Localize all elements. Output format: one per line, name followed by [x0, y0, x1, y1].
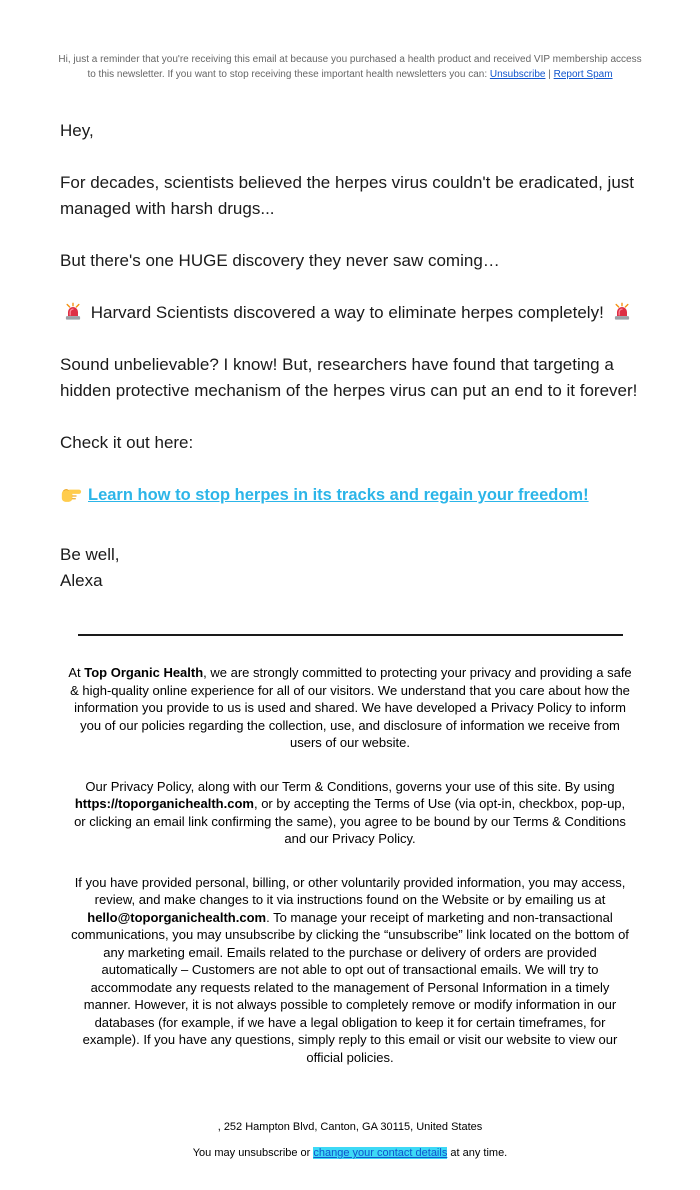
unsubscribe-line-suffix: at any time.	[447, 1147, 508, 1159]
para-alert	[60, 300, 640, 326]
privacy-intro-paragraph	[68, 664, 633, 752]
pointing-finger-icon	[60, 483, 82, 505]
cta-line	[60, 482, 640, 508]
contact-email: hello@toporganichealth.com	[87, 909, 267, 925]
para-decades: For decades, scientists believed the herpes virus couldn't be eradicated, just managed with harsh drugs...	[60, 173, 635, 218]
cta-link[interactable]: Learn how to stop herpes in its tracks and regain your freedom!	[88, 486, 589, 504]
unsubscribe-line-prefix: You may unsubscribe or	[192, 1147, 314, 1159]
policy-paragraph	[68, 778, 633, 848]
privacy-intro-prefix: At	[68, 665, 85, 680]
footer	[68, 664, 633, 1160]
data-para-rest: . To manage your receipt of marketing and non-transactional communications, you may unsubscribe by clicking the “unsubscribe” link located on the bottom of any marketing email. Emails related to the purchase or delivery of orders are provided automatically – Customers are not able to opt out of transactional emails. We will try to accommodate any requests related to the management of Personal Information in a timely manner. However, it is not always possible to completely remove or modify information in our databases (for example, if we have a legal obligation to keep it for certain timeframes, for example). If you have any questions, simply reply to this email or visit our website to view our official policies.	[71, 909, 629, 1065]
policy-para-rest: , or by accepting the Terms of Use (via opt-in, checkbox, pop-up, or clicking an email link confirming the same), you agree to be bound by our Terms & Conditions and our Privacy Policy.	[74, 796, 626, 846]
para-check: Check it out here:	[60, 433, 194, 452]
change-contact-details-link[interactable]: change your contact details	[313, 1147, 448, 1159]
siren-icon	[63, 302, 83, 322]
preheader-separator: |	[545, 69, 554, 80]
postal-address: , 252 Hampton Blvd, Canton, GA 30115, United States	[217, 1121, 483, 1133]
para-discovery: But there's one HUGE discovery they never saw coming…	[60, 251, 500, 270]
signoff-line2: Alexa	[60, 571, 103, 590]
alert-text: Harvard Scientists discovered a way to eliminate herpes completely!	[90, 303, 604, 322]
data-paragraph	[68, 874, 633, 1067]
site-url: https://toporganichealth.com	[74, 796, 254, 811]
signoff	[60, 542, 640, 594]
data-para-prefix: If you have provided personal, billing, or other voluntarily provided information, you may access, review, and make changes to it via instructions found on the Website or by emailing us at	[74, 874, 626, 907]
greeting: Hey,	[60, 121, 94, 140]
siren-icon	[612, 302, 632, 322]
unsubscribe-line	[68, 1146, 633, 1160]
brand-name: Top Organic Health	[84, 665, 204, 680]
privacy-intro-rest: , we are strongly committed to protecting your privacy and providing a safe & high-quality online experience for all of our visitors. We understand that you care about how the information you provide to us is used and shared. We have developed a Privacy Policy to inform you of our policies regarding the collection, use, and disclosure of information we receive from users of our website.	[70, 665, 632, 750]
report-spam-link[interactable]: Report Spam	[553, 69, 613, 80]
preheader-text: Hi, just a reminder that you're receiving this email at because you purchased a health product and received VIP membership access to this newsletter. If you want to stop receiving these important health newsletters you can:	[58, 54, 642, 80]
unsubscribe-link[interactable]: Unsubscribe	[489, 69, 546, 80]
preheader	[56, 0, 644, 82]
policy-para-prefix: Our Privacy Policy, along with our Term & Conditions, governs your use of this site. By using	[85, 778, 615, 794]
signoff-line1: Be well,	[60, 545, 120, 564]
email-content	[60, 118, 640, 594]
para-unbelievable: Sound unbelievable? I know! But, researchers have found that targeting a hidden protective mechanism of the herpes virus can put an end to it forever!	[60, 355, 638, 400]
divider	[78, 634, 623, 636]
